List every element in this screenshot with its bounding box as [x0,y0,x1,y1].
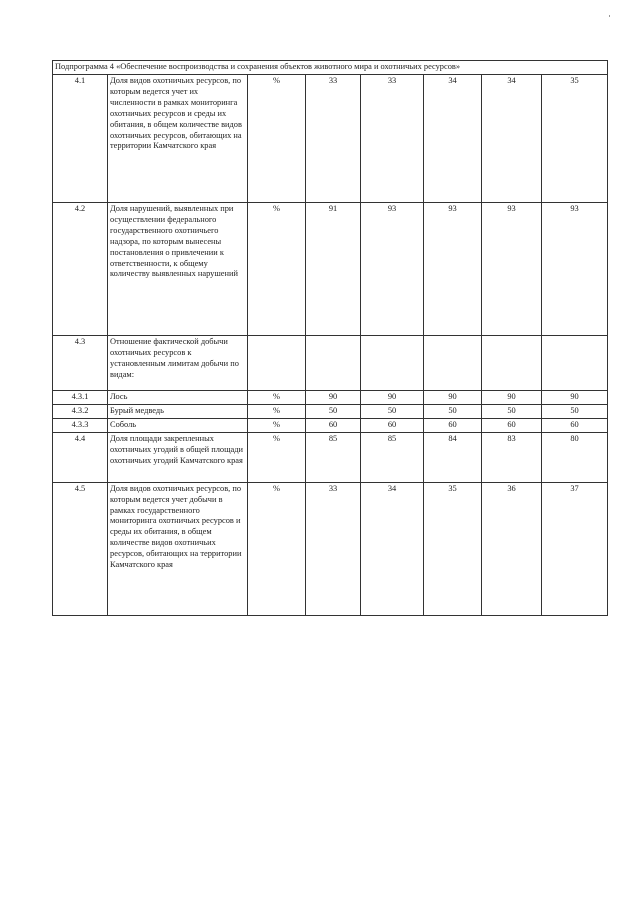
unit-cell: % [248,482,306,615]
indicator-name: Доля видов охотничьих ресурсов, по которым ведется учет их численности в рамках мониторинга охотничьих ресурсов и среды их обитания, в общем количестве видов охотничьих ресурсов, обитающих на территории Камчатского края [108,74,248,202]
table-row [53,482,608,615]
row-number: 4.3 [53,335,108,390]
value-cell: 34 [424,74,482,202]
value-cell: 85 [361,432,424,482]
table-row [53,404,608,418]
table-row [53,74,608,202]
value-cell: 50 [306,404,361,418]
table-row [53,390,608,404]
value-cell: 35 [542,74,608,202]
value-cell: 33 [306,74,361,202]
value-cell: 50 [482,404,542,418]
row-number: 4.2 [53,202,108,335]
value-cell: 34 [361,482,424,615]
value-cell: 50 [361,404,424,418]
table-row [53,432,608,482]
unit-cell: % [248,432,306,482]
value-cell: 90 [306,390,361,404]
value-cell: 85 [306,432,361,482]
indicator-name: Доля площади закрепленных охотничьих угодий в общей площади охотничьих угодий Камчатского края [108,432,248,482]
value-cell: 37 [542,482,608,615]
value-cell: 93 [424,202,482,335]
value-cell: 50 [424,404,482,418]
indicator-name: Доля нарушений, выявленных при осуществлении федерального государственного охотничьего надзора, по которым вынесены постановления о привлечении к ответственности, к общему количеству выявленных нарушений [108,202,248,335]
unit-cell: % [248,404,306,418]
value-cell: 33 [361,74,424,202]
value-cell: 60 [361,418,424,432]
value-cell: 93 [361,202,424,335]
subprogram-header: Подпрограмма 4 «Обеспечение воспроизводства и сохранения объектов животного мира и охотничьих ресурсов» [53,61,608,75]
unit-cell [248,335,306,390]
value-cell [361,335,424,390]
row-number: 4.3.2 [53,404,108,418]
table-row [53,202,608,335]
row-number: 4.1 [53,74,108,202]
value-cell: 35 [424,482,482,615]
value-cell: 90 [542,390,608,404]
indicator-name: Бурый медведь [108,404,248,418]
indicator-name: Соболь [108,418,248,432]
value-cell: 91 [306,202,361,335]
unit-cell: % [248,202,306,335]
value-cell: 60 [482,418,542,432]
value-cell: 90 [482,390,542,404]
value-cell: 33 [306,482,361,615]
value-cell: 80 [542,432,608,482]
indicator-name: Отношение фактической добычи охотничьих ресурсов к установленным лимитам добычи по видам: [108,335,248,390]
value-cell: 90 [361,390,424,404]
value-cell: 60 [306,418,361,432]
value-cell: 84 [424,432,482,482]
value-cell: 60 [542,418,608,432]
value-cell: 93 [542,202,608,335]
value-cell: 50 [542,404,608,418]
value-cell: 90 [424,390,482,404]
value-cell: 34 [482,74,542,202]
row-number: 4.3.3 [53,418,108,432]
subprogram-header-row [53,61,608,75]
indicator-name: Лось [108,390,248,404]
indicators-table [52,60,608,616]
unit-cell: % [248,74,306,202]
table-row [53,418,608,432]
unit-cell: % [248,390,306,404]
value-cell [306,335,361,390]
value-cell: 36 [482,482,542,615]
row-number: 4.3.1 [53,390,108,404]
value-cell [424,335,482,390]
row-number: 4.4 [53,432,108,482]
value-cell: 60 [424,418,482,432]
row-number: 4.5 [53,482,108,615]
table-row [53,335,608,390]
scan-speck [609,15,610,17]
value-cell [482,335,542,390]
value-cell: 83 [482,432,542,482]
unit-cell: % [248,418,306,432]
indicator-name: Доля видов охотничьих ресурсов, по которым ведется учет добычи в рамках государственного мониторинга охотничьих ресурсов и среды их обитания, в общем количестве видов охотничьих ресурсов, обитающих на территории Камчатского края [108,482,248,615]
value-cell: 93 [482,202,542,335]
value-cell [542,335,608,390]
